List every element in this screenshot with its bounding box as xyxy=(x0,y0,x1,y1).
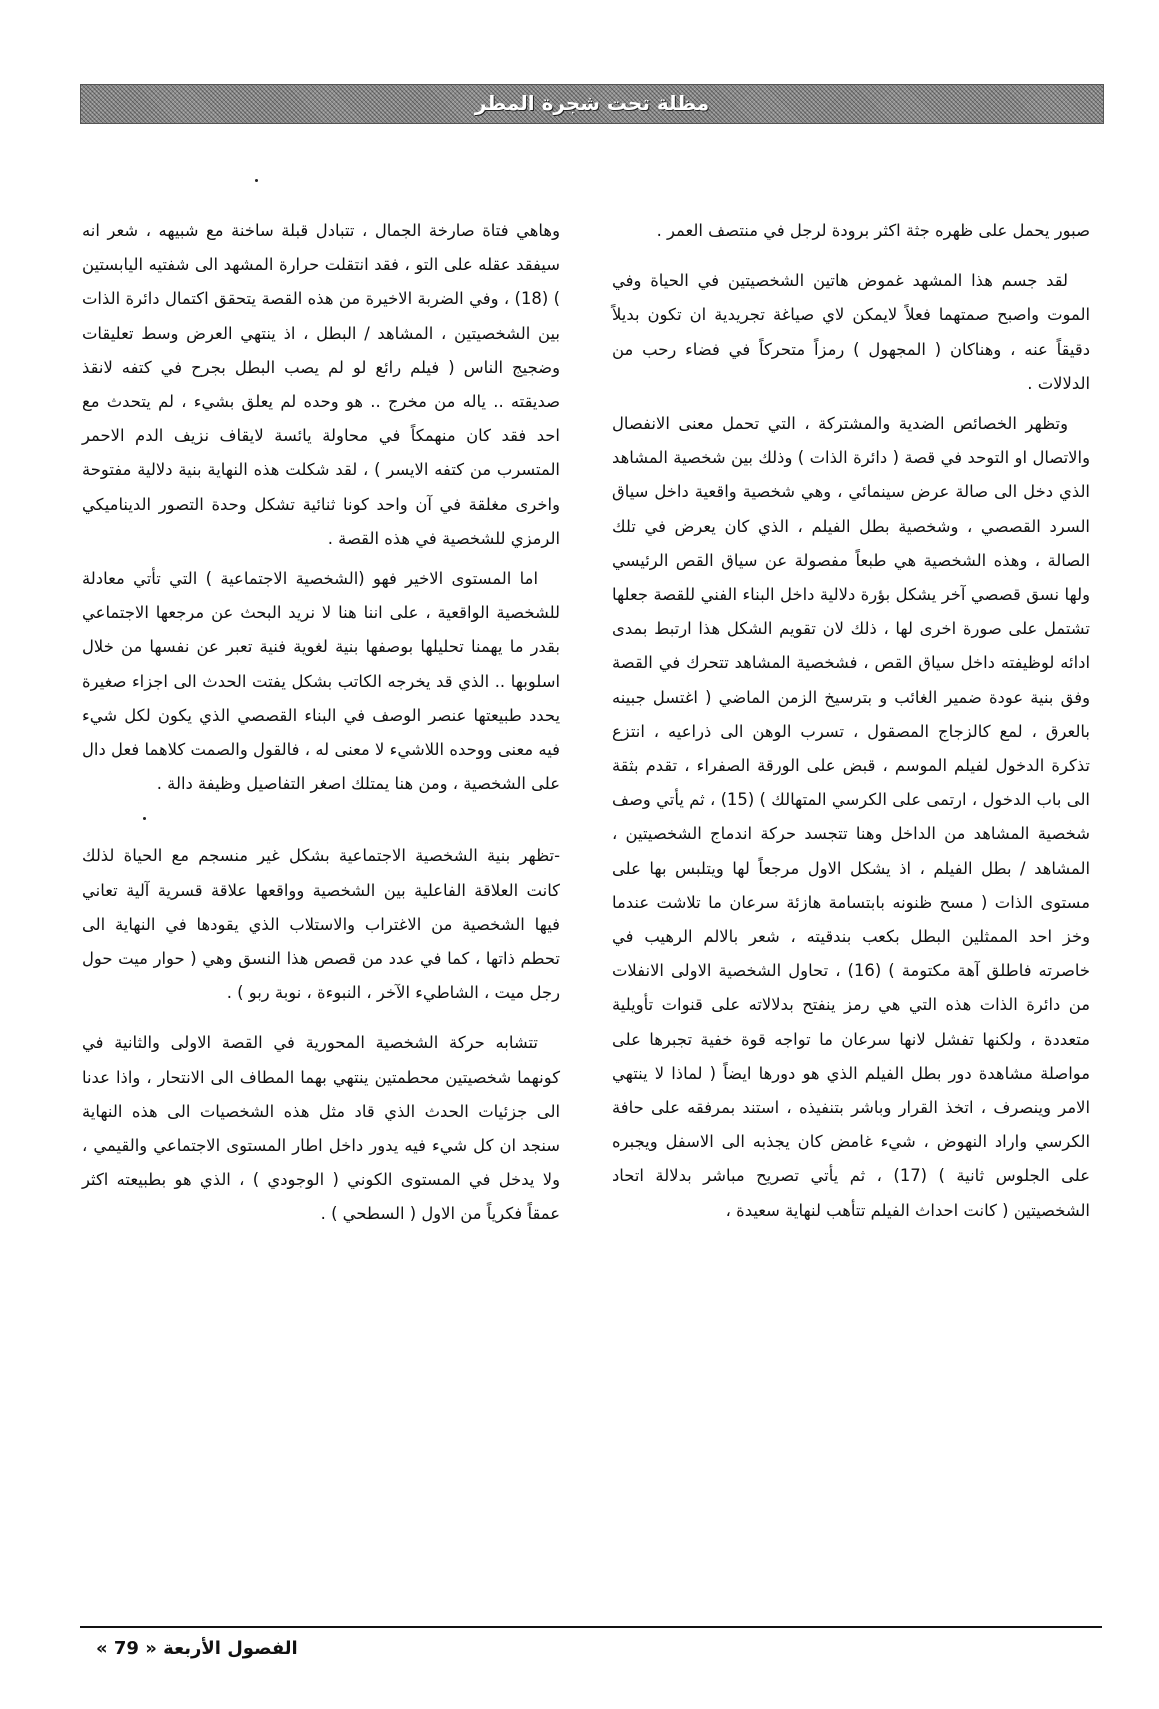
right-column xyxy=(612,214,1090,1228)
page-number: « 79 » xyxy=(96,1638,157,1659)
left-column xyxy=(82,214,560,1232)
paragraph: صبور يحمل على ظهره جثة اكثر برودة لرجل في منتصف العمر . xyxy=(656,221,1090,240)
paragraph: تتشابه حركة الشخصية المحورية في القصة الاولى والثانية في كونهما شخصيتين محطمتين ينتهي بهما المطاف الى الانتحار ، واذا عدنا الى جزئيات الحدث الذي قاد مثل هذه الشخصيات الى هذه النهاية سنجد ان كل شيء فيه يدور داخل اطار المستوى الاجتماعي والقيمي ، ولا يدخل في المستوى الكوني ( الوجودي ) ، الذي هو بطبيعته اكثر عمقاً فكرياً من الاول ( السطحي ) . xyxy=(82,1033,560,1224)
paragraph: اما المستوى الاخير فهو (الشخصية الاجتماعية ) التي تأتي معادلة للشخصية الواقعية ، على اننا هنا لا نريد البحث عن مرجعها الاجتماعي بقدر ما يهمنا تحليلها بوصفها بنية لغوية فنية تعبر عن نفسها من خلال اسلوبها .. الذي قد يخرجه الكاتب بشكل يفتت الحدث الى اجزاء صغيرة يحدد طبيعتها عنصر الوصف في البناء القصصي الذي يكون لكل شيء فيه معنى ووحده اللاشيء لا معنى له ، فالقول والصمت كلاهما فعل دال على الشخصية ، ومن هنا يمتلك اصغر التفاصيل وظيفة دالة . xyxy=(82,569,560,794)
running-title: مظلة تحت شجرة المطر xyxy=(474,91,710,115)
footer-rule xyxy=(80,1626,1102,1628)
page-footer xyxy=(96,1638,298,1659)
header-band xyxy=(80,84,1104,124)
print-speck xyxy=(255,179,258,182)
paragraph: -تظهر بنية الشخصية الاجتماعية بشكل غير منسجم مع الحياة لذلك كانت العلاقة الفاعلية بين الشخصية وواقعها علاقة قسرية آلية تعاني فيها الشخصية من الاغتراب والاستلاب الذي يقودها في النهاية الى تحطم ذاتها ، كما في عدد من قصص هذا النسق وهي ( حوار ميت حول رجل ميت ، الشاطيء الآخر ، النبوءة ، نوبة ربو ) . xyxy=(82,846,560,1003)
paragraph: لقد جسم هذا المشهد غموض هاتين الشخصيتين في الحياة وفي الموت واصبح صمتهما فعلاً لايمكن لاي صياغة تجريدية ان تكون بديلاً دقيقاً عنه ، وهناكان ( المجهول ) رمزاً متحركاً في فضاء رحب من الدلالات . xyxy=(612,271,1090,393)
paragraph: وتظهر الخصائص الضدية والمشتركة ، التي تحمل معنى الانفصال والاتصال او التوحد في قصة ( دائرة الذات ) وذلك بين شخصية المشاهد الذي دخل الى صالة عرض سينمائي ، وهي شخصية واقعية داخل سياق السرد القصصي ، وشخصية بطل الفيلم ، الذي كان يعرض في تلك الصالة ، وهذه الشخصية هي طبعاً مفصولة عن سياق القص الرئيسي ولها نسق قصصي آخر يشكل بؤرة دلالية داخل البناء الفني للقصة جعلها تشتمل على صورة اخرى لها ، ذلك لان تقويم الشكل هذا ارتبط بمدى ادائه لوظيفته داخل سياق القص ، فشخصية المشاهد تتحرك في القصة وفق بنية عودة ضمير الغائب و بترسيخ الزمن الماضي ( اغتسل جبينه بالعرق ، لمع كالزجاج المصقول ، تسرب الوهن الى ذراعيه ، انتزع تذكرة الدخول لفيلم الموسم ، قبض على الورقة الصفراء ، تقدم بثقة الى باب الدخول ، ارتمى على الكرسي المتهالك ) (15) ، ثم يأتي وصف شخصية المشاهد من الداخل وهنا تتجسد حركة اندماج الشخصيتين ، المشاهد / بطل الفيلم ، اذ يشكل الاول مرجعاً لها ويتلبس بها على مستوى الذات ( مسح ظنونه بابتسامة هازئة سرعان ما تلاشت عندما وخز احد الممثلين البطل بكعب بندقيته ، شعر بالالم الرهيب في خاصرته فاطلق آهة مكتومة ) (16) ، تحاول الشخصية الاولى الانفلات من دائرة الذات هذه التي هي رمز ينفتح بدلالاته على قنوات تأويلية متعددة ، ولكنها تفشل لانها سرعان ما تواجه قوة خفية تجبرها على مواصلة مشاهدة دور بطل الفيلم الذي هو دورها ايضاً ( لماذا لا ينتهي الامر وينصرف ، اتخذ القرار وباشر بتنفيذه ، استند بمرفقه على حافة الكرسي واراد النهوض ، شيء غامض كان يجذبه الى الاسفل ويجبره على الجلوس ثانية ) (17) ، ثم يأتي تصريح مباشر بدلالة اتحاد الشخصيتين ( كانت احداث الفيلم تتأهب لنهاية سعيدة ، xyxy=(612,414,1090,1220)
paragraph: وهاهي فتاة صارخة الجمال ، تتبادل قبلة ساخنة مع شبيهه ، شعر انه سيفقد عقله على التو ، فقد انتقلت حرارة المشهد الى شفتيه اليابستين ) (18) ، وفي الضربة الاخيرة من هذه القصة يتحقق اكتمال دائرة الذات بين الشخصيتين ، المشاهد / البطل ، اذ ينتهي العرض وسط تعليقات وضجيج الناس ( فيلم رائع لو لم يصب البطل بجرح في كتفه لانقذ صديقته .. ياله من مخرج .. هو وحده لم يعلق بشيء ، لم يتحدث مع احد فقد كان منهمكاً في محاولة يائسة لايقاف نزيف الدم الاحمر المتسرب من كتفه الايسر ) ، لقد شكلت هذه النهاية بنية دلالية مفتوحة واخرى مغلقة في آن واحد كونا ثنائية تشكل وحدة التصور الديناميكي الرمزي للشخصية في هذه القصة . xyxy=(82,221,560,548)
journal-name: الفصول الأربعة xyxy=(163,1638,298,1659)
